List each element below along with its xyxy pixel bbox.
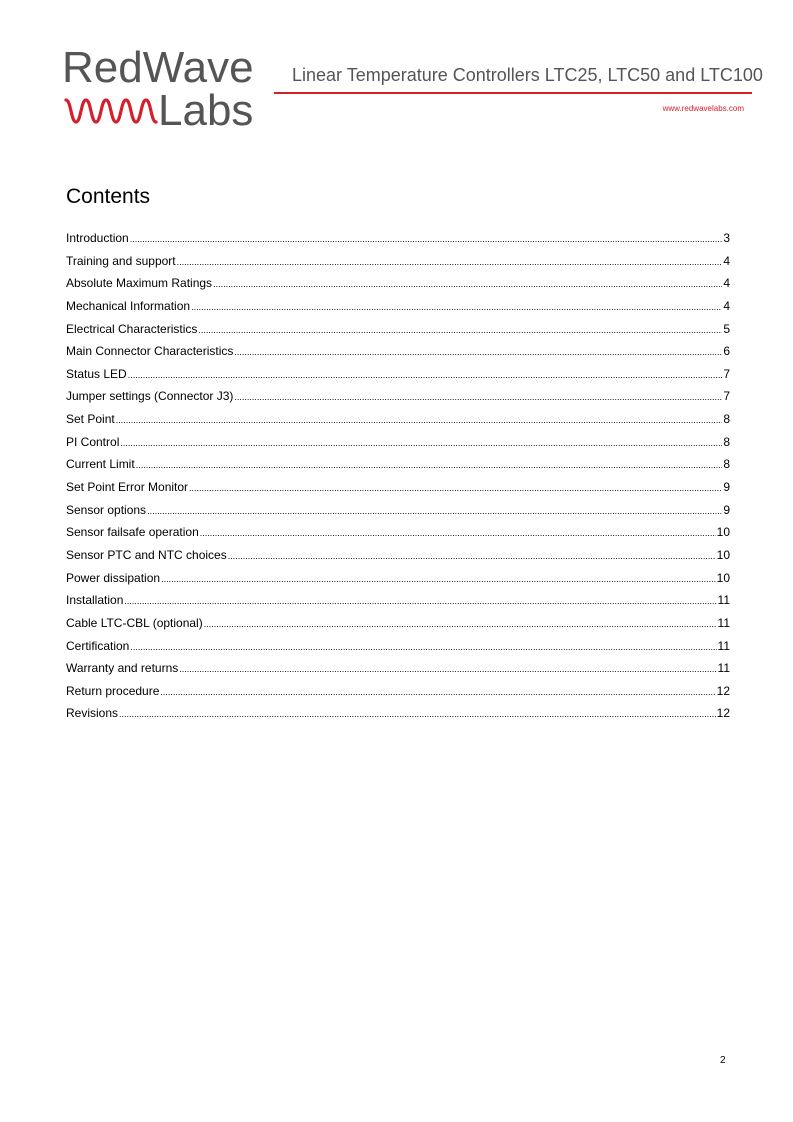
toc-entry-page: 9 bbox=[723, 480, 730, 495]
toc-dot-leader bbox=[213, 274, 722, 294]
toc-entry-page: 11 bbox=[717, 661, 730, 676]
toc-entry[interactable] bbox=[66, 477, 730, 500]
toc-entry-label: Revisions bbox=[66, 706, 119, 721]
toc-entry[interactable] bbox=[66, 703, 730, 726]
toc-dot-leader bbox=[147, 501, 722, 521]
toc-entry-label: Mechanical Information bbox=[66, 298, 191, 313]
toc-entry[interactable] bbox=[66, 251, 730, 274]
toc-entry-label: Electrical Characteristics bbox=[66, 321, 198, 336]
toc-entry-label: PI Control bbox=[66, 434, 120, 449]
toc-entry-label: Current Limit bbox=[66, 457, 135, 472]
toc-entry-page: 4 bbox=[723, 253, 730, 268]
toc-dot-leader bbox=[234, 342, 722, 362]
toc-dot-leader bbox=[116, 410, 723, 430]
toc-entry-label: Power dissipation bbox=[66, 570, 161, 585]
toc-entry[interactable] bbox=[66, 228, 730, 251]
toc-entry-label: Warranty and returns bbox=[66, 661, 179, 676]
toc-entry-page: 11 bbox=[717, 638, 730, 653]
toc-entry-label: Cable LTC-CBL (optional) bbox=[66, 615, 203, 630]
toc-entry[interactable] bbox=[66, 590, 730, 613]
toc-entry-label: Main Connector Characteristics bbox=[66, 344, 234, 359]
toc-dot-leader bbox=[177, 252, 723, 272]
toc-entry[interactable] bbox=[66, 636, 730, 659]
toc-dot-leader bbox=[191, 297, 722, 317]
toc-entry[interactable] bbox=[66, 386, 730, 409]
toc-entry-page: 10 bbox=[716, 570, 730, 585]
toc-entry[interactable] bbox=[66, 409, 730, 432]
toc-entry-label: Certification bbox=[66, 638, 130, 653]
toc-entry-page: 7 bbox=[723, 389, 730, 404]
header-divider bbox=[274, 92, 752, 94]
toc-entry[interactable] bbox=[66, 319, 730, 342]
toc-entry[interactable] bbox=[66, 568, 730, 591]
toc-entry-label: Introduction bbox=[66, 231, 129, 245]
toc-entry[interactable] bbox=[66, 432, 730, 455]
toc-entry[interactable] bbox=[66, 500, 730, 523]
toc-entry[interactable] bbox=[66, 658, 730, 681]
toc-entry[interactable] bbox=[66, 341, 730, 364]
toc-dot-leader bbox=[124, 591, 716, 611]
toc-entry-label: Absolute Maximum Ratings bbox=[66, 276, 213, 291]
page-number: 2 bbox=[720, 1055, 726, 1066]
toc-dot-leader bbox=[130, 637, 716, 657]
toc-dot-leader bbox=[234, 387, 722, 407]
toc-dot-leader bbox=[128, 365, 723, 385]
toc-entry-page: 4 bbox=[723, 298, 730, 313]
sine-wave-icon bbox=[64, 96, 160, 126]
toc-entry-page: 12 bbox=[716, 706, 730, 721]
toc-dot-leader bbox=[160, 682, 715, 702]
toc-entry-page: 3 bbox=[723, 231, 730, 245]
toc-entry-page: 8 bbox=[723, 457, 730, 472]
toc-dot-leader bbox=[228, 546, 716, 566]
toc-entry-label: Status LED bbox=[66, 366, 127, 381]
toc-entry-label: Return procedure bbox=[66, 683, 160, 698]
toc-entry[interactable] bbox=[66, 273, 730, 296]
toc-entry-label: Installation bbox=[66, 593, 124, 608]
toc-entry[interactable] bbox=[66, 454, 730, 477]
toc-entry-page: 9 bbox=[723, 502, 730, 517]
toc-entry-page: 6 bbox=[723, 344, 730, 359]
toc-entry-page: 11 bbox=[717, 615, 730, 630]
toc-entry[interactable] bbox=[66, 613, 730, 636]
toc-entry-label: Sensor PTC and NTC choices bbox=[66, 547, 227, 562]
toc-dot-leader bbox=[189, 478, 722, 498]
toc-dot-leader bbox=[204, 614, 717, 634]
toc-dot-leader bbox=[200, 523, 716, 543]
toc-entry[interactable] bbox=[66, 522, 730, 545]
toc-entry-page: 4 bbox=[723, 276, 730, 291]
logo-brand-top: RedWave bbox=[62, 43, 254, 92]
toc-entry-label: Set Point bbox=[66, 412, 115, 427]
toc-dot-leader bbox=[161, 569, 716, 589]
toc-dot-leader bbox=[198, 320, 722, 340]
toc-entry[interactable] bbox=[66, 545, 730, 568]
toc-dot-leader bbox=[179, 659, 716, 679]
toc-dot-leader bbox=[130, 229, 723, 249]
toc-entry-page: 12 bbox=[716, 683, 730, 698]
toc-dot-leader bbox=[136, 455, 723, 475]
document-title: Linear Temperature Controllers LTC25, LTC50 and LTC100 bbox=[292, 65, 763, 85]
toc-entry-page: 8 bbox=[723, 412, 730, 427]
toc-entry-label: Training and support bbox=[66, 253, 176, 268]
toc-entry-page: 10 bbox=[716, 547, 730, 562]
toc-entry-page: 10 bbox=[716, 525, 730, 540]
toc-entry-label: Jumper settings (Connector J3) bbox=[66, 389, 234, 404]
company-logo bbox=[62, 44, 267, 134]
toc-dot-leader bbox=[120, 433, 722, 453]
website-link[interactable]: www.redwavelabs.com bbox=[662, 104, 744, 113]
toc-dot-leader bbox=[119, 704, 716, 724]
toc-entry-label: Sensor failsafe operation bbox=[66, 525, 199, 540]
toc-entry[interactable] bbox=[66, 296, 730, 319]
logo-brand-labs: Labs bbox=[158, 86, 254, 135]
toc-entry-page: 8 bbox=[723, 434, 730, 449]
toc-entry-label: Sensor options bbox=[66, 502, 147, 517]
toc-entry-page: 7 bbox=[723, 366, 730, 381]
toc-entry[interactable] bbox=[66, 364, 730, 387]
contents-heading: Contents bbox=[66, 185, 151, 208]
toc-entry-label: Set Point Error Monitor bbox=[66, 480, 189, 495]
toc-entry[interactable] bbox=[66, 681, 730, 704]
toc-entry-page: 5 bbox=[723, 321, 730, 336]
toc-entry-page: 11 bbox=[717, 593, 730, 608]
table-of-contents bbox=[66, 228, 730, 726]
